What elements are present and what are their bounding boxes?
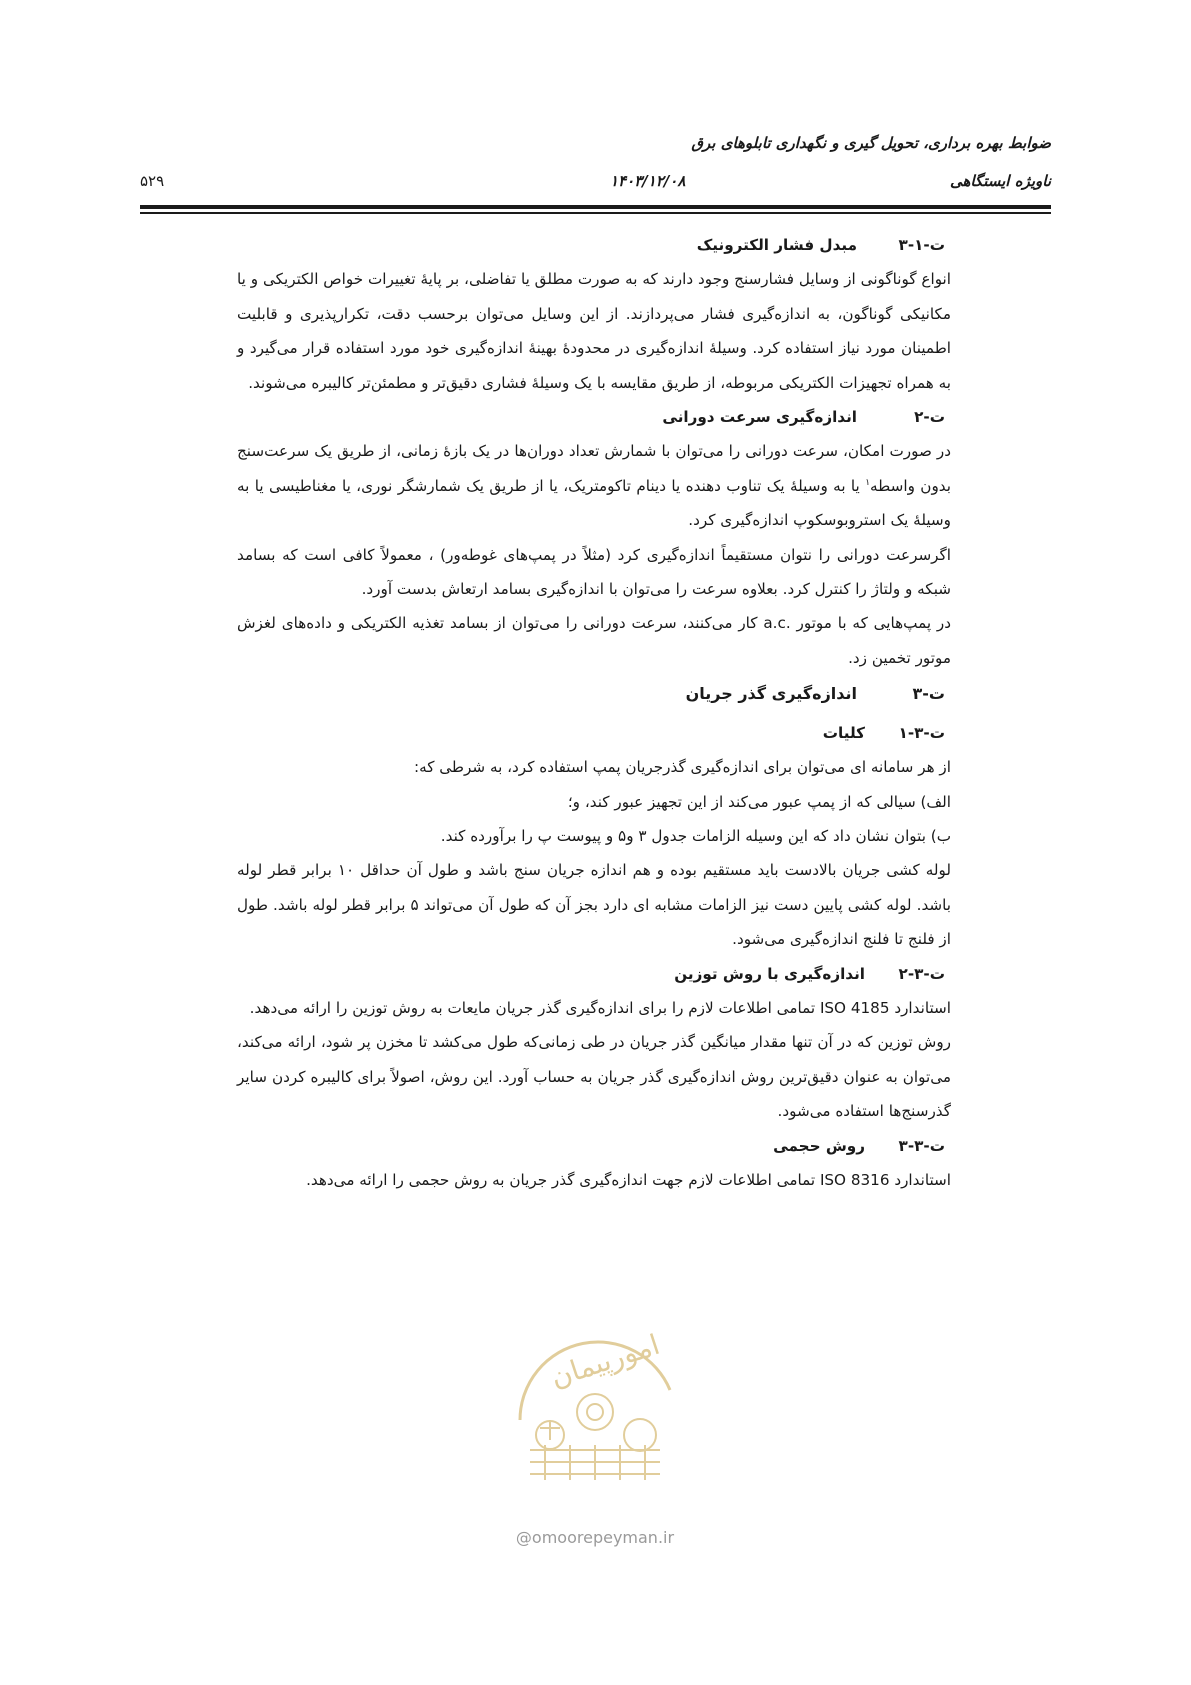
page-number: ۵۲۹ (140, 172, 165, 190)
header-rule-thick (140, 205, 1051, 209)
paragraph: از هر سامانه ای می‌توان برای اندازه‌گیری گذرجریان پمپ استفاده کرد، به شرطی که: (413, 758, 951, 777)
footnote-marker: ۱ (865, 477, 871, 488)
watermark-url: @omoorepeyman.ir (515, 1528, 675, 1547)
header-rule-thin (140, 212, 1051, 214)
heading-s31 (237, 716, 951, 750)
header-section: ناویژه ایستگاهی (949, 172, 1051, 190)
heading-title: روش حجمی (773, 1136, 865, 1155)
paragraph: استاندارد ISO 8316 تمامی اطلاعات لازم جهت اندازه‌گیری گذر جریان به روش حجمی را ارائه می‌دهد. (306, 1170, 951, 1189)
heading-s1 (237, 228, 951, 262)
paragraph: استاندارد ISO 4185 تمامی اطلاعات لازم را برای اندازه‌گیری گذر جریان مایعات به روش توزین را ارائه می‌دهد. (249, 998, 951, 1017)
heading-title: کلیات (822, 723, 865, 742)
paragraph: روش توزین که در آن تنها مقدار میانگین گذر جریان در طی زمانی‌که طول می‌کشد تا مخزن پر شود، ارائه می‌کند، می‌توان به عنوان دقیق‌ترین روش اندازه‌گیری گذر جریان به حساب آورد. این روش، اصولاً برای کالیبره کردن سایر گذرسنج‌ها استفاده می‌شود. (237, 1033, 951, 1121)
paragraph: لوله کشی جریان بالادست باید مستقیم بوده و هم اندازه جریان سنج باشد و طول آن حداقل ۱۰ برابر قطر لوله باشد. لوله کشی پایین دست نیز الزامات مشابه ای دارد بجز آن که طول آن می‌تواند ۵ برابر قطر لوله باشد. طول از فلنج تا فلنج اندازه‌گیری می‌شود. (237, 861, 952, 949)
paragraph: انواع گوناگونی از وسایل فشارسنج وجود دارند که به صورت مطلق یا تفاضلی، بر پایهٔ تغییرات خواص الکتریکی و یا مکانیکی گوناگون، به اندازه‌گیری فشار می‌پردازند. از این وسایل می‌توان برحسب دقت، تکرارپذیری و قابلیت اطمینان مورد نیاز استفاده کرد. وسیلهٔ اندازه‌گیری در محدودهٔ بهینهٔ اندازه‌گیری خود مورد استفاده قرار می‌گیرد و به همراه تجهیزات الکتریکی مربوطه، از طریق مقایسه با یک وسیلهٔ فشاری دقیق‌تر و مطمئن‌تر کالیبره می‌شوند. (237, 270, 951, 392)
heading-title: اندازه‌گیری گذر جریان (685, 684, 857, 704)
header-row (140, 172, 1051, 198)
heading-s3 (237, 677, 951, 711)
heading-number: ت-۳-۲ (898, 964, 945, 983)
paragraph-text: یا به وسیلهٔ یک تناوب دهنده یا دینام تاکومتریک، یا از طریق یک شمارشگر نوری، یا مغناطیسی یا به وسیلهٔ یک استروبوسکوپ اندازه‌گیری کرد. (237, 476, 951, 530)
paragraph: در پمپ‌هایی که با موتور .a.c کار می‌کنند، سرعت دورانی را می‌توان از بسامد تغذیه الکتریکی و داده‌های لغزش موتور تخمین زد. (237, 614, 952, 667)
list-item: الف) سیالی که از پمپ عبور می‌کند از این تجهیز عبور کند، و؛ (567, 792, 951, 811)
heading-title: مبدل فشار الکترونیک (696, 236, 857, 254)
watermark-logo-text: امورپیمان (546, 1327, 664, 1395)
list-item: ب) بتوان نشان داد که این وسیله الزامات جدول ۳ و۵ و پیوست پ را برآورده کند. (440, 826, 951, 845)
heading-number: ت-۱-۳ (898, 236, 945, 254)
header-date: ۱۴۰۳/۱۲/۰۸ (610, 172, 686, 190)
heading-s32 (237, 957, 951, 991)
paragraph-text: در صورت امکان، سرعت دورانی را می‌توان با شمارش تعداد دوران‌ها در یک بازهٔ زمانی، از طریق یک سرعت‌سنج بدون واسطه (237, 442, 951, 495)
heading-title: اندازه‌گیری سرعت دورانی (662, 408, 857, 427)
heading-number: ت-۲ (914, 408, 945, 427)
heading-s33 (237, 1129, 951, 1163)
heading-number: ت-۳-۱ (898, 723, 945, 742)
paragraph (237, 434, 951, 537)
heading-number: ت-۳ (912, 684, 945, 704)
header-title: ضوابط بهره برداری، تحویل گیری و نگهداری تابلوهای برق (691, 134, 1051, 152)
heading-s2 (237, 400, 951, 434)
heading-title: اندازه‌گیری با روش توزین (674, 964, 865, 983)
watermark-logo (490, 1300, 700, 1490)
heading-number: ت-۳-۳ (898, 1136, 945, 1155)
document-body (237, 228, 951, 1197)
paragraph: اگرسرعت دورانی را نتوان مستقیماً اندازه‌گیری کرد (مثلاً در پمپ‌های غوطه‌ور) ، معمولاً کافی است که بسامد شبکه و ولتاژ را کنترل کرد. بعلاوه سرعت را می‌توان با اندازه‌گیری بسامد ارتعاش بدست آورد. (237, 545, 951, 599)
